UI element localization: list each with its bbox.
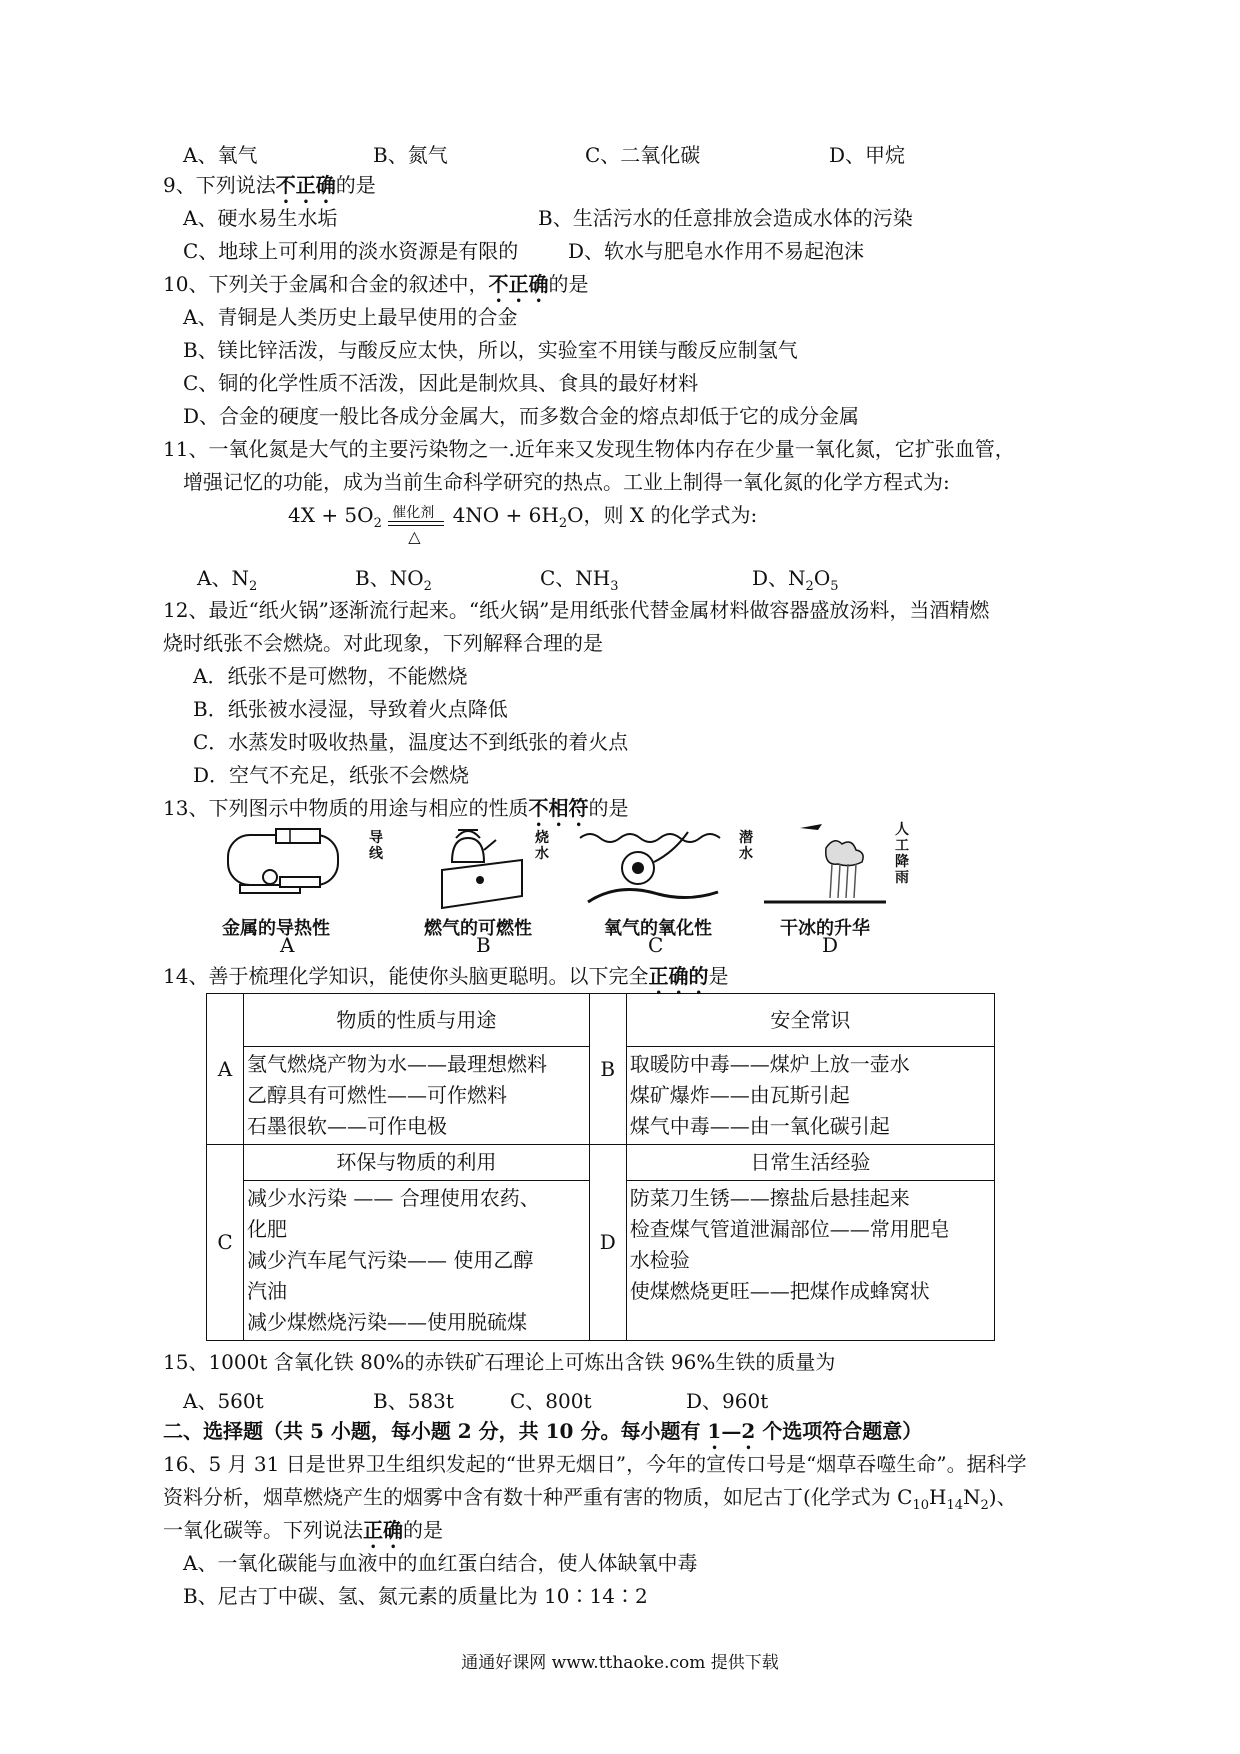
q15-stem: 15、1000t 含氧化铁 80%的赤铁矿石理论上可炼出含铁 96%生铁的质量为: [163, 1350, 836, 1374]
q13-stem: 13、下列图示中物质的用途与相应的性质不相符的是: [163, 796, 629, 820]
q11-line2: 增强记忆的功能，成为当前生命科学研究的热点。工业上制得一氧化氮的化学方程式为:: [183, 470, 950, 494]
diver-figure: [578, 822, 728, 910]
q11-option-a: A、$N_2$: [197, 566, 258, 594]
equation-catalyst-label: 催化剂: [392, 505, 435, 521]
q14-cell-letter-a: A: [207, 994, 244, 1145]
q12-line2: 烧时纸张不会燃烧。对此现象，下列解释合理的是: [163, 631, 603, 655]
q14-stem: 14、善于梳理化学知识，能使你头脑更聪明。以下完全正确的是: [163, 964, 729, 988]
page-footer: 通通好课网 www.tthaoke.com 提供下载: [461, 1653, 779, 1673]
equation-arrow-lines: [388, 521, 444, 522]
q12-option-b: B．纸张被水浸湿，导致着火点降低: [193, 697, 508, 721]
q11-option-b: B、$NO_2$: [355, 566, 432, 594]
fig-a-letter: A: [280, 933, 295, 957]
q12-line1: 12、最近“纸火锅”逐渐流行起来。“纸火锅”是用纸张代替金属材料做容器盛放汤料，当酒精燃: [163, 598, 990, 622]
q14-cell-head-c: 环保与物质的利用: [244, 1145, 590, 1181]
q14-cell-letter-d: D: [589, 1145, 626, 1341]
fig-a-label: 导 线: [369, 830, 383, 862]
q14-cell-body-a: 氢气燃烧产物为水——最理想燃料 乙醇具有可燃性——可作燃料 石墨很软——可作电极: [244, 1047, 590, 1145]
q9-stem: 9、下列说法不正确的是: [163, 173, 376, 197]
q8-option-b: B、氮气: [373, 143, 448, 167]
q9-option-a: A、硬水易生水垢: [183, 206, 338, 230]
q14-cell-head-d: 日常生活经验: [626, 1145, 994, 1181]
section-2-header: 二、选择题（共 5 小题，每小题 2 分，共 10 分。每小题有 1—2 个选项符合题意）: [163, 1419, 923, 1443]
q10-option-d: D、合金的硬度一般比各成分金属大，而多数合金的熔点却低于它的成分金属: [183, 404, 860, 428]
fig-b-caption: 燃气的可燃性: [424, 918, 532, 939]
q11-line1: 11、一氧化氮是大气的主要污染物之一.近年来又发现生物体内存在少量一氧化氮，它扩张血管，: [163, 437, 1015, 461]
q9-option-d: D、软水与肥皂水作用不易起泡沫: [568, 239, 865, 263]
q8-option-d: D、甲烷: [829, 143, 906, 167]
q16-option-b: B、尼古丁中碳、氢、氮元素的质量比为 10∶14∶2: [183, 1584, 648, 1608]
q10-option-c: C、铜的化学性质不活泼，因此是制炊具、食具的最好材料: [183, 371, 699, 395]
q15-option-d: D、960t: [686, 1389, 769, 1413]
q8-option-a: A、氧气: [183, 143, 258, 167]
fig-d-label: 人 工 降 雨: [895, 822, 909, 886]
q16-option-a: A、一氧化碳能与血液中的血红蛋白结合，使人体缺氧中毒: [183, 1551, 698, 1575]
kettle-stove-figure: [438, 822, 528, 910]
q14-cell-body-c: 减少水污染 —— 合理使用农药、 化肥 减少汽车尾气污染—— 使用乙醇 汽油 减少煤燃烧污染——使用脱硫煤: [244, 1181, 590, 1341]
q14-cell-letter-b: B: [589, 994, 626, 1145]
q15-option-b: B、583t: [373, 1389, 454, 1413]
q14-cell-body-d: 防菜刀生锈——擦盐后悬挂起来 检查煤气管道泄漏部位——常用肥皂 水检验 使煤燃烧更旺——把煤作成蜂窝状: [626, 1181, 994, 1341]
equation-heat-symbol: △: [408, 527, 421, 546]
q9-option-b: B、生活污水的任意排放会造成水体的污染: [538, 206, 913, 230]
fig-c-caption: 氧气的氧化性: [604, 918, 712, 939]
q8-option-c: C、二氧化碳: [585, 143, 701, 167]
q10-stem: 10、下列关于金属和合金的叙述中，不正确的是: [163, 272, 589, 296]
q9-option-c: C、地球上可利用的淡水资源是有限的: [183, 239, 519, 263]
fig-d-letter: D: [822, 933, 839, 957]
q11-equation: $4X + 5O_2$ 催化剂 △ $4NO + 6H_2O$，则 X 的化学式为:: [288, 502, 757, 537]
fig-c-letter: C: [648, 933, 664, 957]
circuit-wire-figure: [220, 825, 360, 905]
q14-cell-body-b: 取暖防中毒——煤炉上放一壶水 煤矿爆炸——由瓦斯引起 煤气中毒——由一氧化碳引起: [626, 1047, 994, 1145]
q10-option-a: A、青铜是人类历史上最早使用的合金: [183, 305, 518, 329]
artificial-rain-figure: [760, 818, 890, 910]
q15-option-c: C、800t: [510, 1389, 592, 1413]
q12-option-c: C．水蒸发时吸收热量，温度达不到纸张的着火点: [193, 730, 629, 754]
fig-d-caption: 干冰的升华: [780, 918, 870, 939]
q12-option-d: D．空气不充足，纸张不会燃烧: [193, 763, 470, 787]
q11-option-c: C、$NH_3$: [540, 566, 619, 594]
q14-cell-letter-c: C: [207, 1145, 244, 1341]
q10-option-b: B、镁比锌活泼，与酸反应太快，所以，实验室不用镁与酸反应制氢气: [183, 338, 798, 362]
q14-cell-head-b: 安全常识: [626, 994, 994, 1047]
q14-cell-head-a: 物质的性质与用途: [244, 994, 590, 1047]
fig-b-letter: B: [476, 933, 491, 957]
q16-line1: 16、5 月 31 日是世界卫生组织发起的“世界无烟日”，今年的宣传口号是“烟草吞噬生命”。据科学: [163, 1452, 1027, 1476]
q16-line3: 一氧化碳等。下列说法正确的是: [163, 1518, 443, 1542]
q11-option-d: D、$N_2O_5$: [752, 566, 839, 594]
fig-b-label: 烧 水: [535, 830, 549, 862]
fig-c-label: 潜 水: [739, 830, 753, 862]
q16-line2: 资料分析，烟草燃烧产生的烟雾中含有数十种严重有害的物质，如尼古丁(化学式为 $C_{10}H_{14}N_2$)、: [163, 1485, 1017, 1513]
q14-table: [206, 993, 995, 1341]
fig-a-caption: 金属的导热性: [222, 918, 330, 939]
q15-option-a: A、560t: [183, 1389, 264, 1413]
q12-option-a: A．纸张不是可燃物，不能燃烧: [193, 664, 468, 688]
